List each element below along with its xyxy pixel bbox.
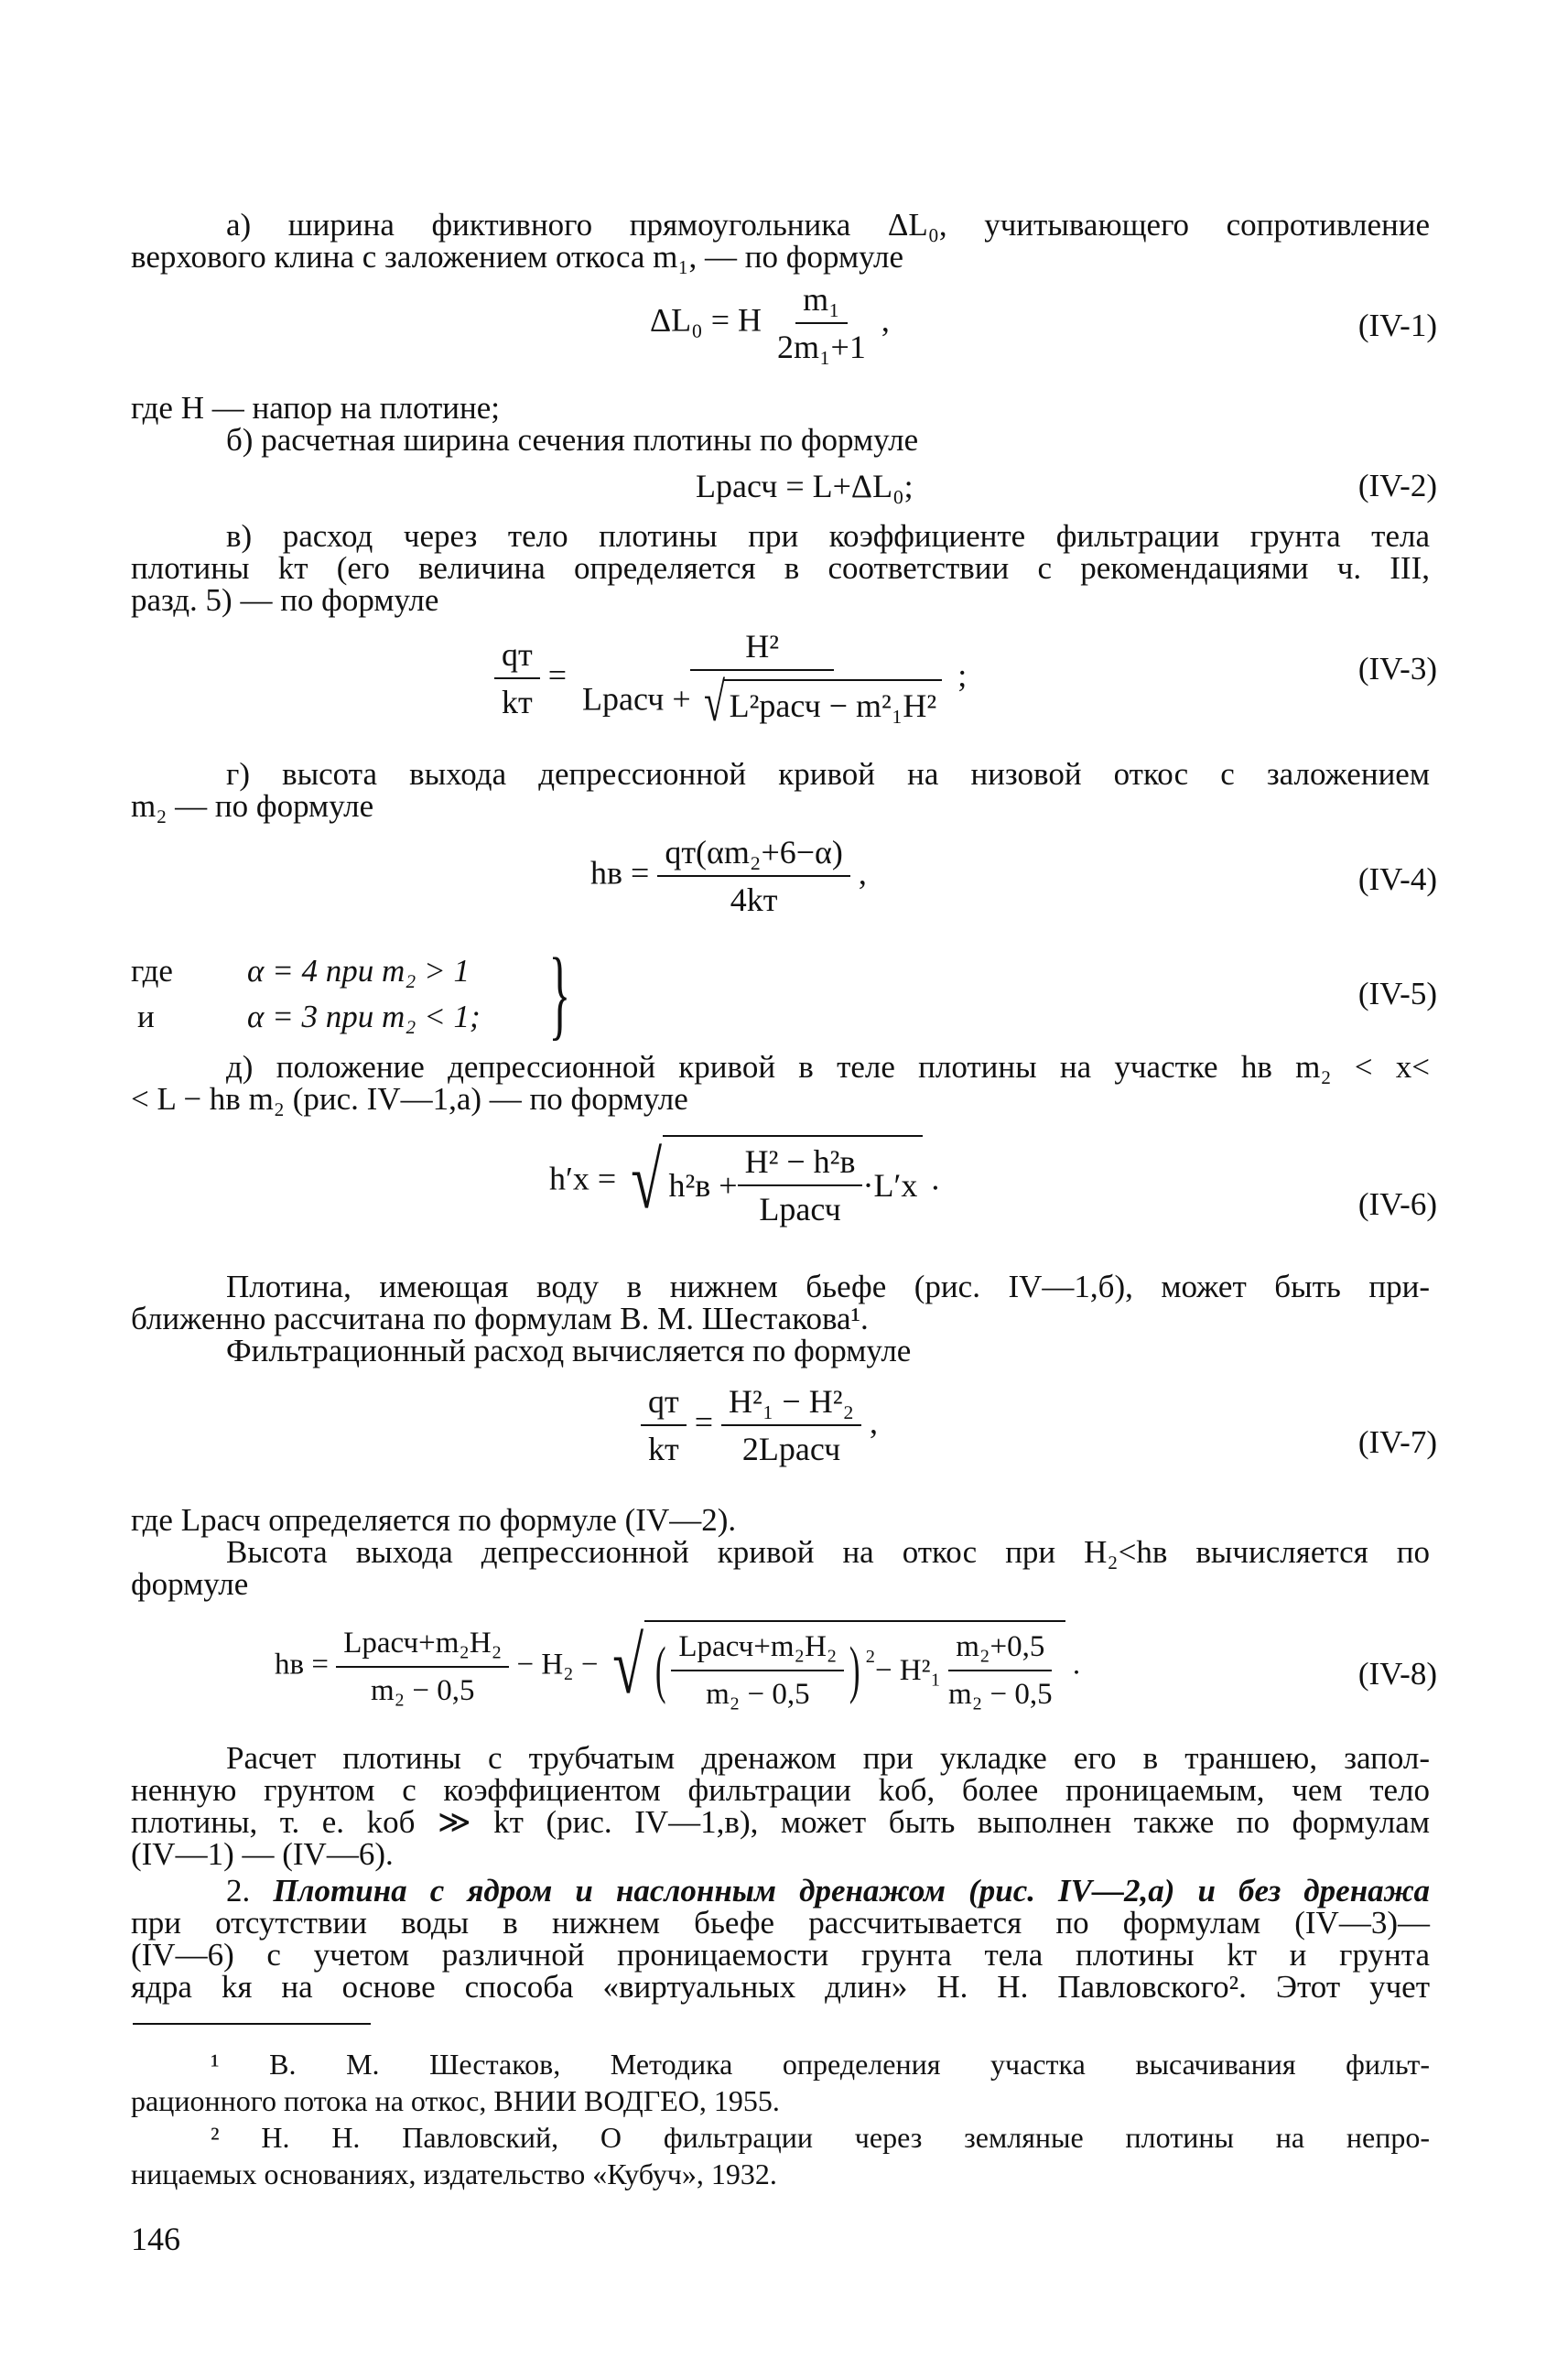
eq3-lhs-den: kт	[502, 684, 533, 720]
eq1-lhs: ΔL₀ = H	[650, 301, 762, 339]
eq4-lhs: hв =	[590, 854, 650, 892]
eq7-lhs-den: kт	[648, 1431, 679, 1467]
para-2-line3: (IV—6) с учетом различной проницаемости грунта тела плотины kт и грунта	[131, 1937, 1430, 1973]
para-g-line2: m₂ — по формуле	[131, 788, 374, 824]
para-d-line1: д) положение депрессионной кривой в теле плотины на участке hв m₂ < x<	[226, 1049, 1430, 1085]
para-2-bold: Плотина с ядром и наслонным дренажом (рис. IV—2,а) и без дренажа	[273, 1873, 1431, 1909]
eq5-label: (IV-5)	[1357, 976, 1437, 1011]
eq3-rhs-fraction	[575, 627, 949, 730]
eq7-num: H²₁ − H²₂	[721, 1382, 861, 1426]
eq3-den-a: Lрасч +	[582, 680, 691, 718]
open-paren: (	[654, 1635, 666, 1705]
eq5-word2: и	[137, 999, 155, 1034]
eq7-den: 2Lрасч	[741, 1431, 841, 1467]
eq6-num: H² − h²в	[738, 1142, 863, 1186]
footnote-1-line1: ¹ В. М. Шестаков, Методика определения участка высачивания фильт-	[211, 2048, 1430, 2081]
para-e-line1: Плотина, имеющая воду в нижнем бьефе (рис. IV—1,б), может быть при-	[226, 1269, 1430, 1304]
equation-iv-1	[650, 280, 890, 366]
eq8-label: (IV-8)	[1357, 1656, 1437, 1692]
eq8-den2: m₂ − 0,5	[948, 1678, 1053, 1711]
page-number: 146	[131, 2221, 180, 2257]
eq1-label: (IV-1)	[1357, 308, 1437, 343]
para-h-line1: Расчет плотины с трубчатым дренажом при укладке его в траншею, запол-	[226, 1740, 1430, 1776]
where-h: где H — напор на плотине;	[131, 390, 501, 426]
para-h-line3: плотины, т. е. kоб ≫ kт (рис. IV—1,в), может быть выполнен также по формулам	[131, 1804, 1430, 1840]
eq4-den: 4kт	[730, 881, 778, 918]
eq8-in-num: Lрасч+m₂H₂	[671, 1627, 844, 1671]
eq8-den1: m₂ − 0,5	[370, 1674, 475, 1707]
equation-iv-2: Lрасч = L+ΔL₀;	[696, 468, 914, 504]
eq4-tail: ,	[858, 854, 867, 892]
eq3-label: (IV-3)	[1357, 651, 1437, 687]
right-brace: }	[548, 937, 571, 1049]
eq8-mid: − H₂ −	[516, 1648, 599, 1682]
equation-iv-8: hв = $\frac{\text{Lрасч+m₂H₂}}{\text{m₂ − 0,5}}$ − H₂ − √ ( $\frac{\text{Lрасч+m₂H₂}}{\text{m₂ − 0,5}}$ ) $^2$ − H²₁ $\frac{\text{m₂+0,5}}{\text{m₂ − 0,5}}$ .	[275, 1620, 1080, 1714]
para-v-line3: разд. 5) — по формуле	[131, 582, 439, 618]
eq7-lhs-num: qт	[641, 1382, 687, 1426]
eq1-fraction	[770, 280, 873, 366]
eq5-word1: где	[131, 953, 173, 989]
eq8-frac1	[336, 1624, 509, 1710]
eq7-fraction	[721, 1382, 861, 1468]
eq8-lhs: hв =	[275, 1648, 329, 1682]
close-paren: )	[849, 1635, 860, 1705]
para-2-line4: ядра kя на основе способа «виртуальных длин» Н. Н. Павловского². Этот учет	[131, 1969, 1430, 2005]
sqrt-sign: √	[631, 1137, 663, 1226]
para-a-line2: верхового клина с заложением откоса m₁, — по формуле	[131, 239, 904, 275]
para-f-line1: где Lрасч определяется по формуле (IV—2).	[131, 1502, 737, 1538]
eq2-label: (IV-2)	[1357, 468, 1437, 503]
equation-iv-7: $\frac{qт}{kт}$ = $\frac{\text{H²₁ − H²₂}}{\text{2Lрасч}}$ ,	[641, 1382, 878, 1468]
eq5-cond2: α = 3 при m₂ < 1;	[247, 999, 481, 1034]
eq7-tail: ,	[870, 1403, 879, 1441]
eq6-sqrt	[624, 1135, 923, 1228]
eq8-sqrt	[606, 1620, 1065, 1714]
footnote-rule	[133, 2023, 371, 2025]
eq1-den: 2m₁+1	[777, 329, 866, 365]
para-v-line1: в) расход через тело плотины при коэффициенте фильтрации грунта тела	[226, 518, 1430, 554]
equation-iv-6: h′x = √ h²в + $\frac{\text{H² − h²в}}{\text{Lрасч}}$ ·L′x .	[549, 1137, 940, 1227]
eq6-tail: ·L′x	[862, 1167, 918, 1204]
footnote-1-line2: рационного потока на откос, ВНИИ ВОДГЕО, 1955.	[131, 2084, 780, 2117]
para-a-line1: а) ширина фиктивного прямоугольника ΔL₀, учитывающего сопротивление	[226, 207, 1430, 243]
eq8-num1: Lрасч+m₂H₂	[336, 1624, 509, 1668]
footnote-2-line2: ницаемых основаниях, издательство «Кубуч», 1932.	[131, 2157, 777, 2190]
eq1-tail: ,	[881, 301, 890, 339]
eq8-frac2	[941, 1627, 1060, 1714]
eq4-fraction	[657, 833, 850, 919]
eq6-fraction	[738, 1142, 863, 1228]
eq7-lhs-fraction	[641, 1382, 687, 1468]
footnote-2-line1: ² Н. Н. Павловский, О фильтрации через земляные плотины на непро-	[211, 2121, 1430, 2154]
equation-iv-3: $\frac{qт}{kт}$ = H² Lрасч + √ L²расч − m²₁H² ;	[494, 627, 967, 730]
para-v-line2: плотины kт (его величина определяется в соответствии с рекомендациями ч. III,	[131, 550, 1430, 586]
eq8-in-tail: − H²₁	[874, 1654, 942, 1687]
eq3-num: H²	[690, 627, 834, 671]
eq6-a: h²в +	[668, 1167, 738, 1204]
eq6-label: (IV-6)	[1357, 1186, 1437, 1222]
para-e-line2: ближенно рассчитана по формулам В. М. Шестакова¹.	[131, 1301, 869, 1336]
eq3-sqrt	[699, 672, 943, 732]
sqrt-sign: √	[703, 672, 725, 732]
eq1-num: m₁	[795, 280, 848, 324]
eq4-num: qт(αm₂+6−α)	[657, 833, 850, 877]
para-d-line2: < L − hв m₂ (рис. IV—1,а) — по формуле	[131, 1081, 688, 1117]
eq5-cond1: α = 4 при m₂ > 1	[247, 953, 470, 989]
eq3-den	[575, 671, 949, 730]
eq6-den: Lрасч	[759, 1191, 841, 1227]
para-b: б) расчетная ширина сечения плотины по формуле	[226, 422, 919, 458]
eq4-label: (IV-4)	[1357, 861, 1437, 897]
eq8-radicand: ( $\frac{\text{Lрасч+m₂H₂}}{\text{m₂ − 0,5}}$ ) $^2$ − H²₁ $\frac{\text{m₂+0,5}}{\text{m₂ − 0,5}}$	[644, 1620, 1065, 1714]
para-h-line2: ненную грунтом с коэффициентом фильтрации kоб, более проницаемым, чем тело	[131, 1772, 1430, 1808]
sqrt-sign: √	[612, 1622, 643, 1711]
eq8-in-den: m₂ − 0,5	[706, 1678, 810, 1711]
para-2-num: 2.	[226, 1873, 251, 1909]
para-f-line2: Высота выхода депрессионной кривой на откос при H₂<hв вычисляется по	[226, 1534, 1430, 1570]
eq3-tail: ;	[957, 656, 968, 694]
para-f-line3: формуле	[131, 1566, 249, 1602]
eq8-inner-frac	[671, 1627, 844, 1714]
eq3-lhs-fraction	[494, 635, 540, 721]
equation-iv-4	[590, 833, 867, 919]
eq3-lhs-num: qт	[494, 635, 540, 679]
eq6-lhs: h′x =	[549, 1160, 617, 1197]
eq8-num2: m₂+0,5	[948, 1627, 1052, 1671]
para-g-line1: г) высота выхода депрессионной кривой на низовой откос с заложением	[226, 756, 1430, 792]
eq6-radicand	[663, 1135, 923, 1228]
eq7-label: (IV-7)	[1357, 1424, 1437, 1460]
para-e-line3: Фильтрационный расход вычисляется по формуле	[226, 1333, 912, 1368]
para-h-line4: (IV—1) — (IV—6).	[131, 1836, 394, 1872]
eq3-root: L²расч − m²₁H²	[724, 679, 943, 725]
para-2-line2: при отсутствии воды в нижнем бьефе рассчитывается по формулам (IV—3)—	[131, 1905, 1430, 1941]
